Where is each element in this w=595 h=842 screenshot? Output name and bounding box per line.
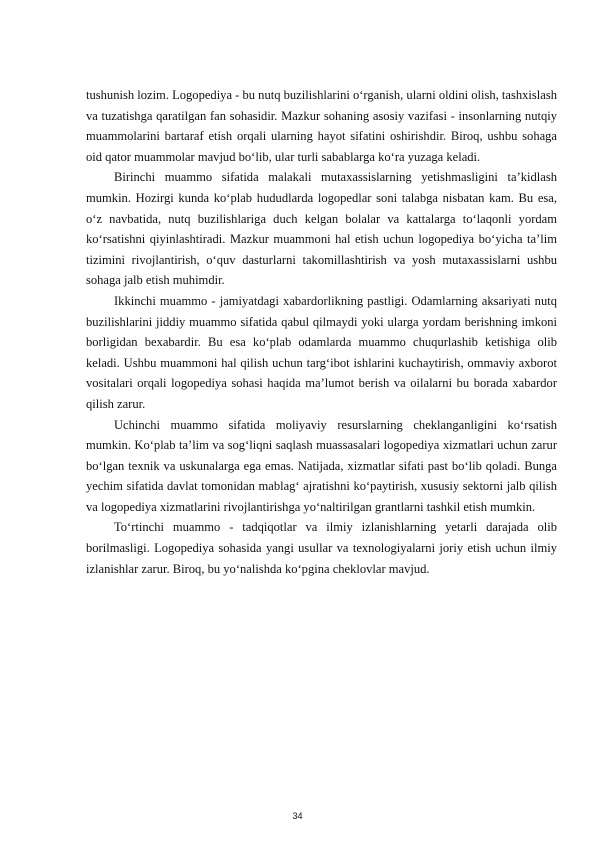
paragraph-continuation: tushunish lozim. Logopediya - bu nutq buzilishlarini o‘rganish, ularni oldini olish, tashxislash va tuzatishga qaratilgan fan sohasidir. Mazkur sohaning asosiy vazifasi - insonlarning nutqiy muammolarini bartaraf etish orqali ularning hayot sifatini oshirishdir. Biroq, ushbu sohaga oid qator muammolar mavjud bo‘lib, ular turli sabablarga ko‘ra yuzaga keladi.: [86, 88, 557, 164]
paragraph-third-problem: Uchinchi muammo sifatida moliyaviy resurslarning cheklanganligini ko‘rsatish mumkin. Ko‘plab ta’lim va sog‘liqni saqlash muassasalari logopediya xizmatlari uchun zarur bo‘lgan texnik va uskunalarga ega emas. Natijada, xizmatlar sifati past bo‘lib qoladi. Bunga yechim sifatida davlat tomonidan mablag‘ ajratishni ko‘paytirish, xususiy sektorni jalb qilish va logopediya xizmatlarini rivojlantirishga yo‘naltirilgan grantlarni tashkil etish mumkin.: [86, 417, 557, 514]
paragraph-first-problem: Birinchi muammo sifatida malakali mutaxassislarning yetishmasligini ta’kidlash mumkin. Hozirgi kunda ko‘plab hududlarda logopedlar soni talabga nisbatan kam. Bu esa, o‘z navbatida, nutq buzilishlariga duch kelgan bolalar va kattalarga to‘laqonli yordam ko‘rsatishni qiyinlashtiradi. Mazkur muammoni hal etish uchun logopediya bo‘yicha ta’lim tizimini rivojlantirish, o‘quv dasturlarni takomillashtirish va yosh mutaxassislarni ushbu sohaga jalb etish muhimdir.: [86, 170, 557, 288]
paragraph-fourth-problem: To‘rtinchi muammo - tadqiqotlar va ilmiy izlanishlarning yetarli darajada olib borilmasligi. Logopediya sohasida yangi usullar va texnologiyalarni joriy etish uchun ilmiy izlanishlar zarur. Biroq, bu yo‘nalishda ko‘pgina cheklovlar mavjud.: [86, 520, 557, 576]
paragraph-second-problem: Ikkinchi muammo - jamiyatdagi xabardorlikning pastligi. Odamlarning aksariyati nutq buzilishlarini jiddiy muammo sifatida qabul qilmaydi yoki ularga yordam berishning imkoni borligidan bexabardir. Bu esa ko‘plab odamlarda muammo chuqurlashib ketishiga olib keladi. Ushbu muammoni hal qilish uchun targ‘ibot ishlarini kuchaytirish, ommaviy axborot vositalari orqali logopediya sohasi haqida ma’lumot berish va oilalarni bu borada xabardor qilish zarur.: [86, 293, 557, 411]
page-number: 34: [292, 811, 303, 821]
document-body: [86, 85, 557, 579]
